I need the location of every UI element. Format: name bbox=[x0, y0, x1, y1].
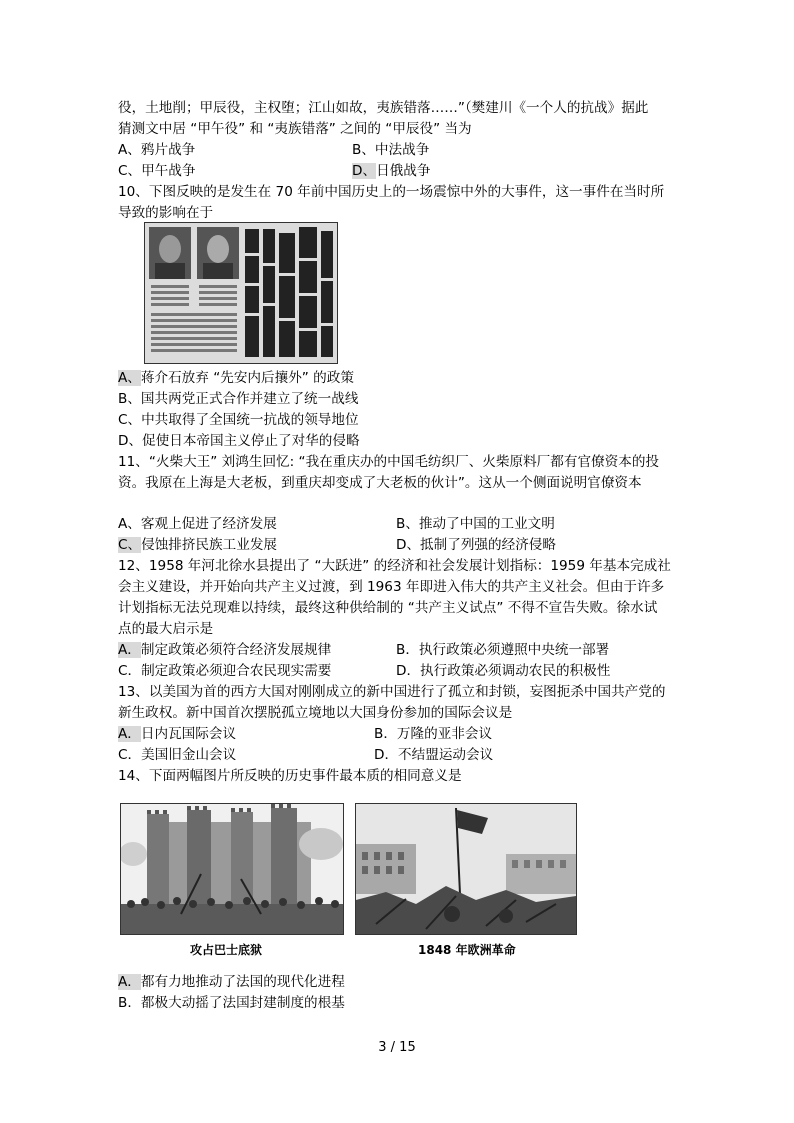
newspaper-photo bbox=[144, 222, 338, 364]
q13-option-a-text: 日内瓦国际会议 bbox=[140, 726, 237, 742]
q12-option-d: D．执行政策必须调动农民的积极性 bbox=[396, 663, 611, 679]
caption-bastille: 攻占巴士底狱 bbox=[190, 943, 263, 957]
q13-option-d: D．不结盟运动会议 bbox=[374, 747, 494, 763]
page-number: 3 / 15 bbox=[378, 1040, 416, 1055]
q10-option-a-text: 蒋介石放弃 “先安内后攘外” 的政策 bbox=[140, 370, 354, 386]
q12-option-c: C．制定政策必须迎合农民现实需要 bbox=[118, 663, 332, 679]
q10-option-a bbox=[118, 368, 354, 389]
q10-option-b: B、国共两党正式合作并建立了统一战线 bbox=[118, 391, 359, 407]
q9-option-a: A、鸦片战争 bbox=[118, 142, 196, 158]
q9-option-d-letter: D、 bbox=[352, 163, 377, 179]
q9-stem-line1: 役，土地削；甲辰役，主权堕；江山如故，夷族错落……”（樊建川《一个人的抗战》据此 bbox=[118, 100, 649, 116]
q12-stem-line2: 会主义建设，并开始向共产主义过渡，到 1963 年即进入伟大的共产主义社会。但由于许多 bbox=[118, 579, 665, 595]
q14-option-a-letter: A． bbox=[118, 974, 141, 990]
q13-option-b: B．万隆的亚非会议 bbox=[374, 726, 493, 742]
q9-option-b: B、中法战争 bbox=[352, 142, 430, 158]
q11-stem-line1: 11、“火柴大王” 刘鸿生回忆: “我在重庆办的中国毛纺织厂、火柴原料厂都有官僚资本的投 bbox=[118, 454, 660, 470]
q9-option-c: C、甲午战争 bbox=[118, 163, 196, 179]
q10-stem-line2: 导致的影响在于 bbox=[118, 205, 214, 221]
q12-option-a bbox=[118, 640, 331, 661]
q10-option-a-letter: A、 bbox=[118, 370, 141, 386]
q11-option-a: A、客观上促进了经济发展 bbox=[118, 516, 277, 532]
q14-stem-line1: 14、下面两幅图片所反映的历史事件最本质的相同意义是 bbox=[118, 768, 462, 784]
q12-option-b: B．执行政策必须遵照中央统一部署 bbox=[396, 642, 610, 658]
q13-option-a bbox=[118, 724, 236, 745]
q9-stem-line2: 猜测文中居 “甲午役” 和 “夷族错落” 之间的 “甲辰役” 当为 bbox=[118, 121, 472, 137]
q12-option-a-text: 制定政策必须符合经济发展规律 bbox=[140, 642, 332, 658]
q9-option-d-text: 日俄战争 bbox=[376, 163, 431, 179]
q10-stem-line1: 10、下图反映的是发生在 70 年前中国历史上的一场震惊中外的大事件，这一事件在当时所 bbox=[118, 184, 665, 200]
q10-option-c: C、中共取得了全国统一抗战的领导地位 bbox=[118, 412, 359, 428]
newspaper-illustration bbox=[145, 223, 337, 363]
q13-stem-line2: 新生政权。新中国首次摆脱孤立境地以大国身份参加的国际会议是 bbox=[118, 705, 513, 721]
q14-option-a-text: 都有力地推动了法国的现代化进程 bbox=[140, 974, 345, 990]
q12-stem-line1: 12、1958 年河北徐水县提出了 “大跃进” 的经济和社会发展计划指标：1959 年基本完成社 bbox=[118, 558, 671, 574]
q10-option-d: D、促使日本帝国主义停止了对华的侵略 bbox=[118, 433, 360, 449]
q11-option-b: B、推动了中国的工业文明 bbox=[396, 516, 555, 532]
q11-option-c bbox=[118, 535, 277, 556]
q14-option-b: B．都极大动摇了法国封建制度的根基 bbox=[118, 995, 345, 1011]
q12-option-a-letter: A． bbox=[118, 642, 141, 658]
q11-option-c-text: 侵蚀排挤民族工业发展 bbox=[141, 537, 278, 553]
q11-option-c-letter: C、 bbox=[118, 537, 142, 553]
q11-option-d: D、抵制了列强的经济侵略 bbox=[396, 537, 556, 553]
q9-option-d bbox=[352, 161, 430, 182]
q13-option-a-letter: A． bbox=[118, 726, 141, 742]
q13-stem-line1: 13、以美国为首的西方大国对刚刚成立的新中国进行了孤立和封锁，妄图扼杀中国共产党的 bbox=[118, 684, 666, 700]
bastille-illustration bbox=[121, 804, 343, 934]
bastille-image bbox=[120, 803, 344, 935]
revolution-1848-illustration bbox=[356, 804, 576, 934]
q12-stem-line3: 计划指标无法兑现难以持续，最终这种供给制的 “共产主义试点” 不得不宣告失败。徐水试 bbox=[118, 600, 658, 616]
q12-stem-line4: 点的最大启示是 bbox=[118, 621, 214, 637]
q14-option-a bbox=[118, 972, 345, 993]
caption-1848-revolution: 1848 年欧洲革命 bbox=[418, 943, 516, 957]
revolution-1848-image bbox=[355, 803, 577, 935]
q13-option-c: C．美国旧金山会议 bbox=[118, 747, 237, 763]
q11-stem-line2: 资。我原在上海是大老板，到重庆却变成了大老板的伙计”。这从一个侧面说明官僚资本 bbox=[118, 475, 642, 491]
